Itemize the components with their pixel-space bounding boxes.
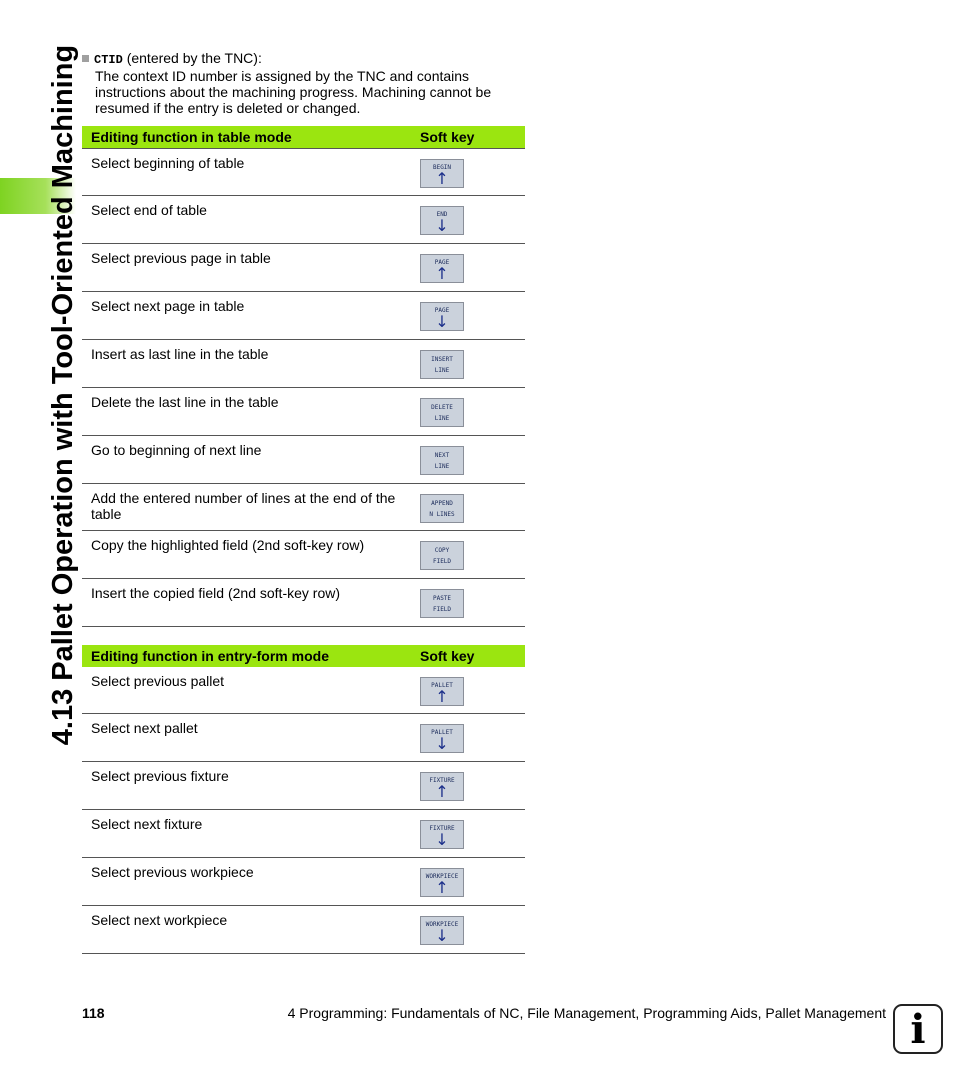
header-function: Editing function in entry-form mode (91, 648, 329, 664)
ctid-body: The context ID number is assigned by the TNC and contains instructions about the machining progress. Machining cannot be resumed if the entry is deleted or changed. (95, 68, 492, 116)
table-row (82, 148, 525, 196)
softkey-label: PAGE (434, 307, 450, 314)
softkey-page[interactable] (420, 254, 464, 283)
softkey-label: BEGIN (432, 164, 452, 171)
header-softkey: Soft key (420, 648, 475, 664)
softkey-label: COPY (434, 547, 450, 554)
arrow-up-icon: ↑ (435, 169, 449, 188)
arrow-up-icon: ↑ (435, 878, 449, 897)
arrow-down-icon: ↓ (435, 312, 449, 331)
table-row (82, 484, 525, 531)
table-row (82, 579, 525, 627)
chapter-title: 4 Programming: Fundamentals of NC, File Management, Programming Aids, Pallet Management (287, 1005, 886, 1021)
function-description: Select previous workpiece (91, 864, 254, 880)
softkey-paste[interactable] (420, 589, 464, 618)
softkey-label: FIXTURE (429, 777, 455, 784)
ctid-description (82, 50, 522, 116)
function-description: Insert the copied field (2nd soft-key row) (91, 585, 341, 601)
softkey-delete[interactable] (420, 398, 464, 427)
table-row (82, 858, 525, 906)
table-mode-table (82, 126, 525, 627)
function-description: Select previous page in table (91, 250, 271, 266)
softkey-label-line2: FIELD (432, 606, 452, 613)
softkey-label: PAGE (434, 259, 450, 266)
form-mode-table (82, 645, 525, 954)
table-row (82, 531, 525, 579)
softkey-insert[interactable] (420, 350, 464, 379)
softkey-label: FIXTURE (429, 825, 455, 832)
softkey-label: PALLET (431, 729, 453, 736)
table-header (82, 126, 525, 148)
function-description: Go to beginning of next line (91, 442, 262, 458)
softkey-label: DELETE (431, 404, 453, 411)
softkey-label: WORKPIECE (425, 921, 459, 928)
table-row (82, 244, 525, 292)
softkey-workpiece[interactable] (420, 916, 464, 945)
function-description: Select previous pallet (91, 673, 225, 689)
softkey-label: PASTE (432, 595, 452, 602)
softkey-page[interactable] (420, 302, 464, 331)
softkey-label-line2: N LINES (429, 511, 455, 518)
function-description: Select beginning of table (91, 155, 245, 171)
function-description: Insert as last line in the table (91, 346, 269, 362)
arrow-up-icon: ↑ (435, 687, 449, 706)
softkey-fixture[interactable] (420, 820, 464, 849)
header-softkey: Soft key (420, 129, 475, 145)
softkey-append[interactable] (420, 494, 464, 523)
function-description: Copy the highlighted field (2nd soft-key row) (91, 537, 365, 553)
table-row (82, 810, 525, 858)
softkey-pallet[interactable] (420, 724, 464, 753)
arrow-down-icon: ↓ (435, 734, 449, 753)
function-description: Select next page in table (91, 298, 245, 314)
table-row (82, 292, 525, 340)
arrow-up-icon: ↑ (435, 782, 449, 801)
header-function: Editing function in table mode (91, 129, 292, 145)
softkey-workpiece[interactable] (420, 868, 464, 897)
softkey-label: NEXT (434, 452, 450, 459)
softkey-label: END (436, 211, 448, 218)
softkey-fixture[interactable] (420, 772, 464, 801)
table-row (82, 667, 525, 714)
softkey-label: APPEND (431, 500, 453, 507)
section-title: 4.13 Pallet Operation with Tool-Oriented Machining (47, 44, 79, 746)
ctid-code: CTID (94, 53, 123, 67)
softkey-label-line2: LINE (434, 415, 450, 422)
arrow-up-icon: ↑ (435, 264, 449, 283)
function-description: Add the entered number of lines at the end of the table (91, 490, 396, 522)
info-icon: i (893, 1004, 943, 1054)
softkey-label: PALLET (431, 682, 453, 689)
function-description: Select next pallet (91, 720, 198, 736)
softkey-label-line2: LINE (434, 463, 450, 470)
function-description: Select next fixture (91, 816, 203, 832)
table-row (82, 714, 525, 762)
softkey-begin[interactable] (420, 159, 464, 188)
function-description: Delete the last line in the table (91, 394, 279, 410)
arrow-down-icon: ↓ (435, 216, 449, 235)
table-row (82, 388, 525, 436)
table-row (82, 196, 525, 244)
function-description: Select end of table (91, 202, 207, 218)
softkey-pallet[interactable] (420, 677, 464, 706)
ctid-suffix: (entered by the TNC): (122, 50, 262, 66)
arrow-down-icon: ↓ (435, 830, 449, 849)
function-description: Select previous fixture (91, 768, 229, 784)
softkey-label-line2: FIELD (432, 558, 452, 565)
table-header (82, 645, 525, 667)
softkey-label: INSERT (431, 356, 453, 363)
softkey-copy[interactable] (420, 541, 464, 570)
function-description: Select next workpiece (91, 912, 228, 928)
softkey-label: WORKPIECE (425, 873, 459, 880)
bullet-icon (82, 55, 89, 62)
softkey-next[interactable] (420, 446, 464, 475)
softkey-end[interactable] (420, 206, 464, 235)
table-row (82, 762, 525, 810)
arrow-down-icon: ↓ (435, 926, 449, 945)
table-row (82, 906, 525, 954)
table-row (82, 340, 525, 388)
page-number: 118 (82, 1005, 105, 1021)
table-row (82, 436, 525, 484)
softkey-label-line2: LINE (434, 367, 450, 374)
